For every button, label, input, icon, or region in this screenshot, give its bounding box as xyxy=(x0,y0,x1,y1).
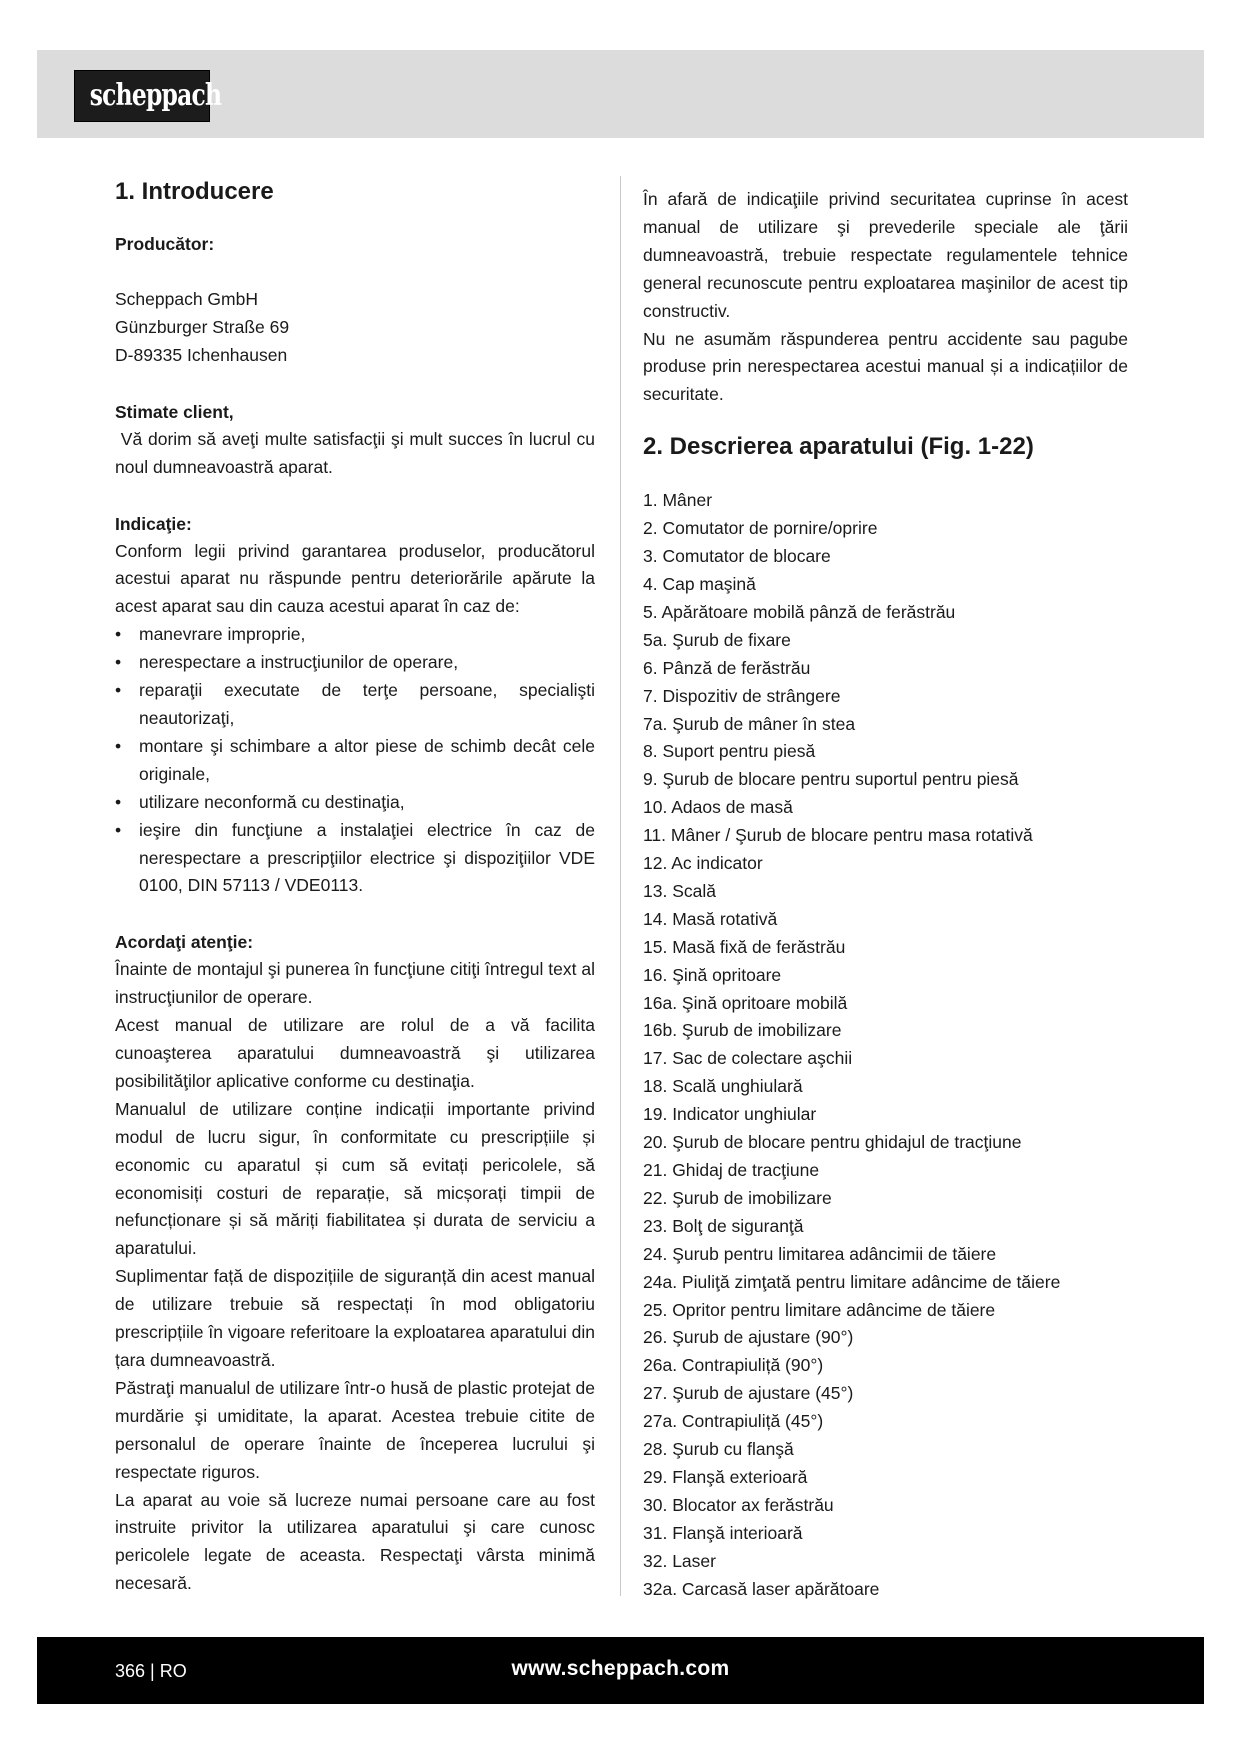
list-item: 32a. Carcasă laser apărătoare xyxy=(643,1578,880,1599)
list-item: 7a. Şurub de mâner în stea xyxy=(643,713,856,734)
list-item: 24. Şurub pentru limitarea adâncimii de tăiere xyxy=(643,1243,997,1264)
list-item: 4. Cap maşină xyxy=(643,573,756,594)
note-bullet-list xyxy=(115,621,595,900)
list-item: 26a. Contrapiuliță (90°) xyxy=(643,1355,824,1376)
list-item: 17. Sac de colectare aşchii xyxy=(643,1048,853,1069)
list-item: • reparaţii executate de terţe persoane, specialişti neautorizaţi, xyxy=(115,680,595,728)
greeting-label: Stimate client, xyxy=(115,401,234,422)
attention-paragraph: Acest manual de utilizare are rolul de a vă facilita cunoaşterea aparatului dumneavoastră şi utilizarea posibilităţilor aplicative conforme cu destinaţia. xyxy=(115,1015,595,1091)
website-link[interactable]: www.scheppach.com xyxy=(511,1657,730,1680)
list-item: 12. Ac indicator xyxy=(643,853,763,874)
intro-paragraph: Nu ne asumăm răspunderea pentru accidente sau pagube produse prin nerespectarea acestui manual și a indicațiilor de securitate. xyxy=(643,328,1128,405)
list-item: 32. Laser xyxy=(643,1550,716,1571)
footer-website xyxy=(0,1657,1241,1681)
section-heading-introducere: 1. Introducere xyxy=(115,178,274,205)
attention-paragraph: La aparat au voie să lucreze numai persoane care au fost instruite privitor la utilizarea aparatului şi care cunosc pericolele legate de aceasta. Respectaţi vârsta minimă necesară. xyxy=(115,1489,595,1594)
list-item: 5. Apărătoare mobilă pânză de ferăstrău xyxy=(643,601,956,622)
list-item: 8. Suport pentru piesă xyxy=(643,741,816,762)
list-item: 9. Şurub de blocare pentru suportul pentru piesă xyxy=(643,769,1019,790)
attention-paragraph: Manualul de utilizare conține indicații importante privind modul de lucru sigur, în conformitate cu prescripțiile și economic cu aparatul și cum să evitați pericolele, să economisiți costuri de reparație, să micșorați timpii de nefuncționare și să măriți fiabilitatea și durata de serviciu a aparatului. xyxy=(115,1098,595,1259)
list-item: • utilizare neconformă cu destinaţia, xyxy=(115,791,405,812)
list-item: 3. Comutator de blocare xyxy=(643,546,831,567)
address-line: D-89335 Ichenhausen xyxy=(115,344,288,365)
list-item: 16b. Şurub de imobilizare xyxy=(643,1020,842,1041)
list-item: 18. Scală unghiulară xyxy=(643,1076,803,1097)
brand-logo xyxy=(74,70,222,122)
section-heading-descriere: 2. Descrierea aparatului (Fig. 1-22) xyxy=(643,433,1034,461)
list-item: • nerespectare a instrucţiunilor de operare, xyxy=(115,652,459,673)
attention-paragraph: Păstraţi manualul de utilizare într-o husă de plastic protejat de murdărie şi umiditate, la aparat. Acestea trebuie citite de personalul de operare înainte de începerea lucrului şi respectate riguros. xyxy=(115,1377,595,1482)
list-item: 29. Flanşă exterioară xyxy=(643,1466,808,1487)
note-text: Conform legii privind garantarea produselor, producătorul acestui aparat nu răspunde pentru deteriorările apărute la acest aparat sau din cauza acestui aparat în caz de: xyxy=(115,540,595,617)
right-column xyxy=(643,186,1128,1604)
attention-paragraph: Înainte de montajul şi punerea în funcţiune citiţi întregul text al instrucţiunilor de operare. xyxy=(115,959,595,1008)
manufacturer-address xyxy=(115,286,595,370)
address-line: Scheppach GmbH xyxy=(115,289,258,309)
list-item: 5a. Şurub de fixare xyxy=(643,629,791,650)
page-number: 366 | RO xyxy=(115,1661,187,1681)
list-item: 7. Dispozitiv de strângere xyxy=(643,685,841,706)
parts-list xyxy=(643,487,1128,1603)
manufacturer-label: Producător: xyxy=(115,234,215,254)
brand-logo-text: scheppach xyxy=(89,78,222,113)
list-item: 10. Adaos de masă xyxy=(643,797,793,818)
column-divider xyxy=(620,176,621,1596)
list-item: 13. Scală xyxy=(643,880,716,901)
list-item: 20. Şurub de blocare pentru ghidajul de tracţiune xyxy=(643,1132,1022,1153)
list-item: • montare şi schimbare a altor piese de schimb decât cele originale, xyxy=(115,735,595,784)
list-item: 26. Şurub de ajustare (90°) xyxy=(643,1327,854,1348)
list-item: • manevrare improprie, xyxy=(115,624,306,645)
list-item: 28. Şurub cu flanşă xyxy=(643,1439,794,1460)
list-item: 19. Indicator unghiular xyxy=(643,1104,817,1125)
list-item: 30. Blocator ax ferăstrău xyxy=(643,1494,834,1515)
list-item: 23. Bolţ de siguranţă xyxy=(643,1215,804,1236)
list-item: 2. Comutator de pornire/oprire xyxy=(643,518,878,539)
note-label: Indicaţie: xyxy=(115,513,192,534)
address-line: Günzburger Straße 69 xyxy=(115,316,290,337)
list-item: 14. Masă rotativă xyxy=(643,908,778,929)
greeting-text: Vă dorim să aveţi multe satisfacţii şi mult succes în lucrul cu noul dumneavoastră aparat. xyxy=(115,428,600,477)
list-item: • ieşire din funcţiune a instalaţiei electrice în caz de nerespectare a prescripţiilor electrice şi dispoziţiilor VDE 0100, DIN 57113 / VDE0113. xyxy=(115,819,595,896)
list-item: 15. Masă fixă de ferăstrău xyxy=(643,936,846,957)
attention-label: Acordaţi atenţie: xyxy=(115,932,254,953)
list-item: 24a. Piuliţă zimţată pentru limitare adâncime de tăiere xyxy=(643,1271,1061,1292)
list-item: 31. Flanşă interioară xyxy=(643,1522,803,1543)
list-item: 27a. Contrapiuliță (45°) xyxy=(643,1411,824,1432)
list-item: 16a. Şină opritoare mobilă xyxy=(643,992,848,1013)
list-item: 22. Şurub de imobilizare xyxy=(643,1187,832,1208)
left-column xyxy=(115,178,600,1598)
intro-paragraph: În afară de indicaţiile privind securitatea cuprinse în acest manual de utilizare şi prevederile speciale ale ţării dumneavoastră, trebuie respectate regulamentele tehnice general recunoscute pentru exploatarea maşinilor de acest tip constructiv. xyxy=(643,189,1128,321)
list-item: 1. Mâner xyxy=(643,490,713,511)
list-item: 25. Opritor pentru limitare adâncime de tăiere xyxy=(643,1299,996,1320)
list-item: 6. Pânză de ferăstrău xyxy=(643,657,811,678)
list-item: 16. Şină opritoare xyxy=(643,964,782,985)
list-item: 21. Ghidaj de tracţiune xyxy=(643,1160,820,1180)
attention-paragraph: Suplimentar față de dispozițiile de siguranță din acest manual de utilizare trebuie să respectați în mod obligatoriu prescripțiile în vigoare referitoare la exploatarea aparatului din țara dumneavoastră. xyxy=(115,1266,595,1370)
list-item: 11. Mâner / Şurub de blocare pentru masa rotativă xyxy=(643,825,1033,846)
list-item: 27. Şurub de ajustare (45°) xyxy=(643,1383,854,1404)
